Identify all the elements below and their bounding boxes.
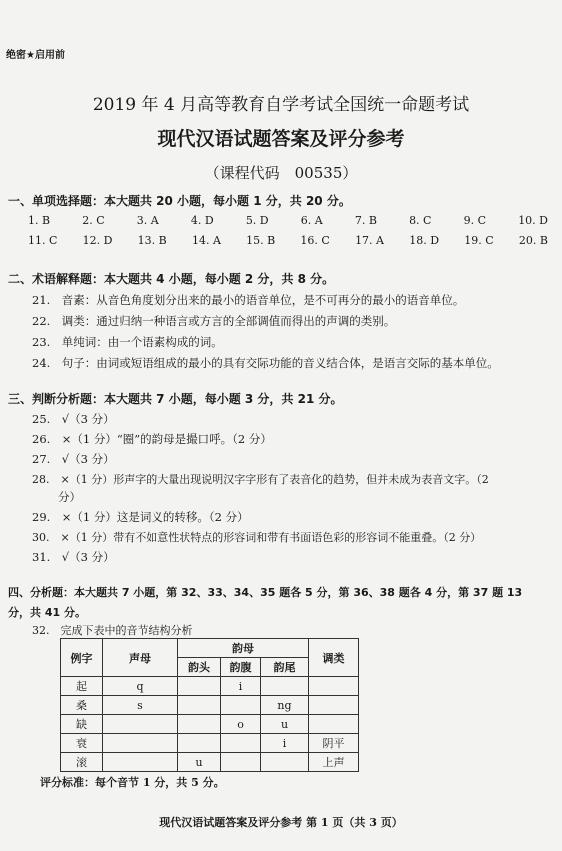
- mc-answer: 10. D: [518, 214, 548, 227]
- judge-item: 29. ×（1 分）这是词义的转移。（2 分）: [32, 510, 249, 524]
- cell-char: 起: [61, 677, 103, 696]
- document-subtitle: 现代汉语试题答案及评分参考: [157, 128, 405, 150]
- cell-char: 桑: [61, 696, 103, 715]
- mc-row-2: [28, 234, 548, 247]
- cell-head: [178, 696, 221, 715]
- question-32: 32. 完成下表中的音节结构分析: [32, 624, 193, 637]
- cell-tone: [309, 696, 359, 715]
- mc-answer: 7. B: [354, 214, 377, 227]
- exam-title: 2019 年 4 月高等教育自学考试全国统一命题考试: [92, 95, 470, 115]
- mc-answer: 12. D: [82, 234, 113, 247]
- table-row: [61, 734, 359, 753]
- cell-belly: i: [221, 677, 261, 696]
- cell-tone: 上声: [309, 753, 359, 772]
- cell-char: 滚: [61, 753, 103, 772]
- mc-answer: 8. C: [409, 214, 432, 227]
- mc-answer: 2. C: [82, 214, 105, 227]
- section4-heading-continued: 分，共 41 分。: [8, 606, 86, 619]
- cell-tail: [261, 753, 309, 772]
- judge-item: 31. √（3 分）: [32, 550, 115, 564]
- cell-tone: [309, 715, 359, 734]
- judge-item: 28. ×（1 分）形声字的大量出现说明汉字字形有了表音化的趋势，但并未成为表音文字。（2: [32, 473, 489, 486]
- cell-tail: u: [261, 715, 309, 734]
- mc-answer: 16. C: [300, 234, 330, 247]
- cell-belly: [221, 734, 261, 753]
- cell-initial: [103, 753, 178, 772]
- mc-answer: 5. D: [245, 214, 269, 227]
- judge-item: 30. ×（1 分）带有不如意性状特点的形容词和带有书面语色彩的形容词不能重叠。（2 分）: [32, 531, 482, 544]
- section4-heading: 四、分析题：本大题共 7 小题，第 32、33、34、35 题各 5 分，第 36、38 题各 4 分，第 37 题 13: [8, 586, 523, 599]
- header-belly: 韵腹: [221, 658, 261, 677]
- cell-tail: i: [261, 734, 309, 753]
- section3-heading: 三、判断分析题：本大题共 7 小题，每小题 3 分，共 21 分。: [8, 392, 343, 406]
- judge-item-continued: 分）: [58, 490, 81, 504]
- cell-belly: o: [221, 715, 261, 734]
- judge-item: 26. ×（1 分）“圈”的韵母是撮口呼。（2 分）: [32, 432, 272, 446]
- secret-label: 绝密★启用前: [6, 50, 65, 61]
- cell-tone: [309, 677, 359, 696]
- judge-item: 25. √（3 分）: [32, 412, 115, 426]
- course-code: （课程代码 00535）: [204, 164, 358, 182]
- section2-heading: 二、术语解释题：本大题共 4 小题，每小题 2 分，共 8 分。: [8, 272, 335, 286]
- mc-answer: 15. B: [246, 234, 276, 247]
- mc-answer: 4. D: [190, 214, 214, 227]
- table-row: [61, 696, 359, 715]
- table-row: [61, 715, 359, 734]
- mc-answer: 6. A: [300, 214, 323, 227]
- cell-char: 缺: [61, 715, 103, 734]
- table-row: [61, 753, 359, 772]
- mc-answer: 9. C: [463, 214, 487, 227]
- cell-belly: [221, 753, 261, 772]
- cell-head: [178, 734, 221, 753]
- header-tone: 调类: [309, 639, 359, 677]
- cell-initial: s: [103, 696, 178, 715]
- header-tail: 韵尾: [261, 658, 309, 677]
- term-item: 23. 单纯词：由一个语素构成的词。: [32, 335, 223, 349]
- mc-answer: 20. B: [518, 234, 548, 247]
- mc-answer: 17. A: [355, 234, 384, 247]
- cell-tail: ng: [261, 696, 309, 715]
- cell-char: 衰: [61, 734, 103, 753]
- cell-tone: 阴平: [309, 734, 359, 753]
- term-item: 21. 音素：从音色角度划分出来的最小的语音单位，是不可再分的最小的语音单位。: [32, 293, 465, 307]
- judge-item: 27. √（3 分）: [32, 452, 115, 466]
- header-head: 韵头: [178, 658, 221, 677]
- mc-answer: 19. C: [464, 234, 494, 247]
- cell-belly: [221, 696, 261, 715]
- syllable-table: [60, 638, 359, 772]
- header-char: 例字: [61, 639, 103, 677]
- scoring-note: 评分标准：每个音节 1 分，共 5 分。: [40, 776, 225, 789]
- term-item: 22. 调类：通过归纳一种语言或方言的全部调值而得出的声调的类别。: [32, 314, 396, 328]
- term-item: 24. 句子：由词或短语组成的最小的具有交际功能的音义结合体，是语言交际的基本单位。: [32, 356, 499, 370]
- cell-head: [178, 677, 221, 696]
- mc-answer: 14. A: [191, 234, 221, 247]
- mc-answer: 18. D: [409, 234, 440, 247]
- cell-initial: [103, 734, 178, 753]
- cell-initial: q: [103, 677, 178, 696]
- cell-initial: [103, 715, 178, 734]
- section1-heading: 一、单项选择题：本大题共 20 小题，每小题 1 分，共 20 分。: [8, 194, 351, 208]
- header-final: 韵母: [178, 639, 309, 658]
- mc-answer: 3. A: [136, 214, 159, 227]
- table-row: [61, 677, 359, 696]
- mc-answer: 13. B: [137, 234, 167, 247]
- mc-row-1: [28, 214, 548, 227]
- cell-head: [178, 715, 221, 734]
- mc-answer: 1. B: [28, 214, 51, 227]
- page-footer: 现代汉语试题答案及评分参考 第 1 页（共 3 页）: [159, 816, 403, 829]
- cell-head: u: [178, 753, 221, 772]
- cell-tail: [261, 677, 309, 696]
- header-initial: 声母: [103, 639, 178, 677]
- mc-answer: 11. C: [28, 234, 58, 247]
